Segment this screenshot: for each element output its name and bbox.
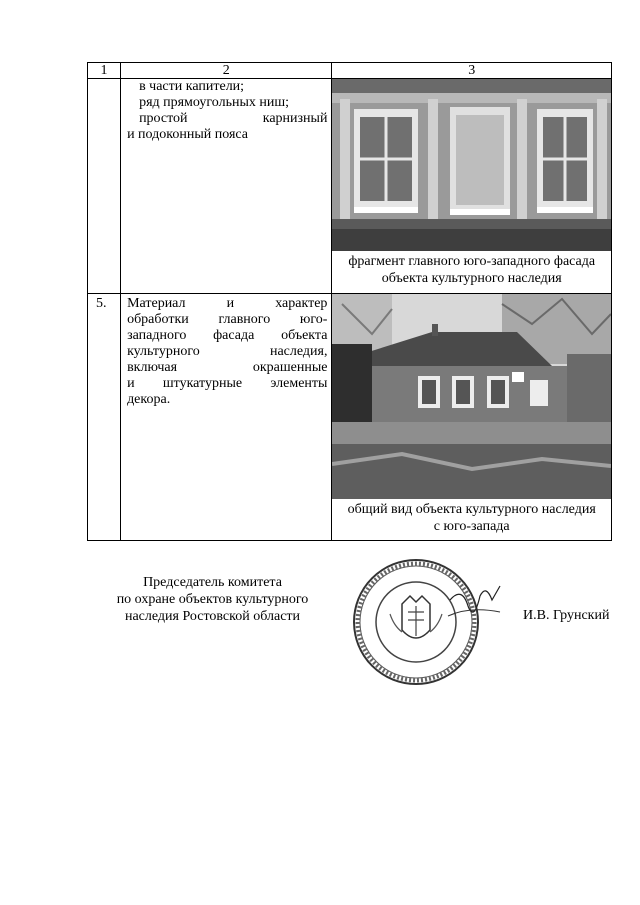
desc-word: элементы [270,376,328,391]
caption-line: с юго-запада [433,519,510,534]
desc-word: юго- [299,312,328,327]
photo-caption [332,251,611,291]
desc-line [127,111,327,127]
desc-word: главного [218,312,271,327]
table-row-continued [88,79,612,294]
desc-word: объекта [281,328,328,343]
desc-word: и [226,296,235,311]
desc-line [127,344,327,360]
row-description [121,79,332,294]
table-header-row [88,63,612,79]
desc-line: и подоконный пояса [127,127,249,142]
desc-line [127,360,327,376]
desc-word: окрашенные [252,360,328,375]
table-row-5 [88,294,612,541]
desc-line [127,328,327,344]
desc-word: характер [275,296,328,311]
desc-word: и [127,376,135,391]
signatory-title [95,574,330,625]
caption-line: общий вид объекта культурного наследия [347,502,596,517]
desc-word: обработки [127,312,189,327]
header-col-3: 3 [332,63,612,79]
desc-word: культурного [127,344,200,359]
row-number-empty [88,79,121,294]
desc-line [127,296,327,312]
desc-line: в части капители; [139,79,245,94]
signatory-title-line: по охране объектов культурного [116,592,309,607]
desc-word: карнизный [262,111,328,126]
desc-line: ряд прямоугольных ниш; [139,95,290,110]
desc-line: декора. [127,392,171,407]
desc-line [127,312,327,328]
facade-fragment-photo [332,79,611,251]
desc-word: Материал [127,296,186,311]
desc-word: наследия, [269,344,328,359]
photo-caption [332,499,611,539]
desc-word: включая [127,360,178,375]
desc-word: западного [127,328,187,343]
signatory-title-line: Председатель комитета [143,575,282,590]
caption-line: фрагмент главного юго-западного фасада [348,254,596,269]
row-number: 5. [88,294,121,541]
desc-word: простой [139,111,188,126]
desc-word: фасада [213,328,255,343]
photo-cell [332,294,612,541]
header-col-1: 1 [88,63,121,79]
caption-line: объекта культурного наследия [381,271,562,286]
desc-line [127,376,327,392]
row-description [121,294,332,541]
signatory-name: И.В. Грунский [523,608,610,623]
header-col-2: 2 [121,63,332,79]
photo-cell [332,79,612,294]
features-table [87,62,612,541]
official-seal-icon [350,556,510,688]
signatory-title-line: наследия Ростовской области [124,609,301,624]
desc-word: штукатурные [162,376,243,391]
building-general-view-photo [332,294,611,499]
